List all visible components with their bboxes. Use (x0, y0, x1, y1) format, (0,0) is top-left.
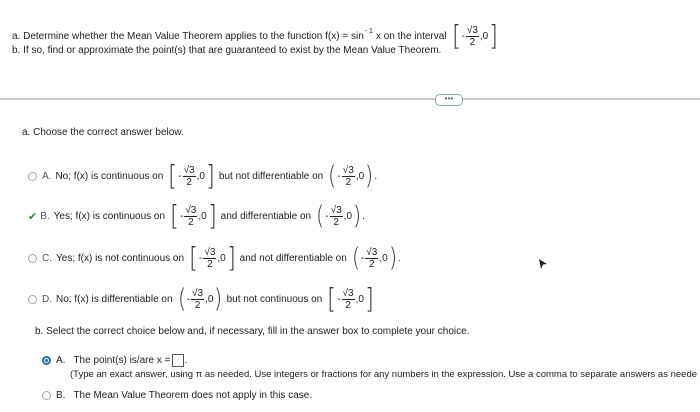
option-b-text1: Yes; f(x) is continuous on (53, 210, 166, 222)
part-b-option-b-letter: B. (56, 390, 66, 401)
option-a-text1: No; f(x) is continuous on (55, 170, 164, 182)
option-d-den: 2 (194, 299, 201, 311)
option-a-den2: 2 (345, 176, 352, 188)
option-a-bracket-close: ] (206, 159, 215, 192)
option-a-period: . (374, 170, 378, 182)
option-d-num: √3 (192, 287, 204, 299)
option-a-num2: √3 (342, 164, 354, 176)
option-b-letter: B. (40, 210, 50, 222)
option-c-end: ,0 (217, 252, 226, 264)
option-b-num: √3 (185, 204, 197, 216)
part-b-option-a-hint: (Type an exact answer, using π as needed. Use integers or fractions for any numbers in the expression. Use a comma to separate answers as neede (70, 369, 698, 380)
option-c-num2: √3 (366, 246, 378, 258)
option-b-end: ,0 (198, 210, 207, 222)
part-b-option-b[interactable] (42, 390, 312, 401)
option-b-end2: ,0 (343, 210, 353, 222)
option-a-end: ,0 (196, 170, 205, 182)
interval-end: ,0 (479, 30, 489, 42)
option-b-minus2: - (325, 210, 329, 222)
interval-minus: - (461, 30, 465, 42)
interval-numerator: √3 (466, 24, 478, 36)
option-c-den: 2 (207, 258, 213, 270)
option-d[interactable] (28, 282, 375, 315)
option-a-letter: A. (42, 170, 52, 182)
section-divider (0, 98, 700, 100)
option-b[interactable] (28, 199, 365, 232)
option-a-paren-close: ) (365, 161, 374, 191)
option-c-letter: C. (42, 252, 52, 264)
option-a-minus2: - (337, 170, 341, 182)
option-a-den: 2 (186, 176, 192, 188)
option-a-num: √3 (183, 164, 195, 176)
question-part-b: b. If so, find or approximate the point(s) that are guaranteed to exist by the Mean Value Theorem. (12, 45, 442, 56)
option-b-fraction2 (330, 205, 343, 228)
option-b-bracket-close: ] (207, 199, 217, 232)
option-b-num2: √3 (330, 204, 342, 216)
option-c-den2: 2 (369, 258, 375, 270)
option-d-bracket-close: ] (365, 282, 374, 315)
option-c-bracket-close: ] (226, 241, 236, 274)
part-b-option-a[interactable] (42, 354, 187, 367)
cursor-arrow-icon (538, 258, 548, 270)
option-c-end2: ,0 (379, 252, 388, 264)
option-d-paren-close: ) (214, 284, 223, 314)
option-a-fraction (183, 165, 196, 188)
part-b-option-a-radio[interactable] (42, 356, 51, 365)
option-b-den: 2 (188, 216, 194, 228)
option-a-paren-open: ( (328, 161, 337, 191)
expand-dots-button[interactable]: ••• (435, 94, 463, 106)
option-d-den2: 2 (345, 299, 351, 311)
option-b-paren-open: ( (316, 201, 325, 231)
option-d-fraction (191, 288, 204, 311)
option-d-end: ,0 (205, 293, 214, 305)
option-b-text2: and differentiable on (220, 210, 312, 222)
option-c-text1: Yes; f(x) is not continuous on (56, 252, 185, 264)
question-a-suffix: x on the interval (375, 30, 447, 42)
option-d-num2: √3 (342, 287, 354, 299)
option-b-bracket-open: [ (170, 199, 179, 232)
option-b-fraction (184, 205, 197, 228)
inverse-exponent: - 1 (364, 27, 373, 35)
answer-input-box[interactable] (172, 354, 184, 367)
question-a-prefix: a. Determine whether the Mean Value Theorem applies to the function f(x) = sin (12, 30, 364, 42)
option-c-period: . (397, 252, 401, 264)
option-c-fraction (203, 247, 216, 270)
option-d-radio[interactable] (28, 295, 37, 304)
option-c-text2: and not differentiable on (239, 252, 347, 264)
option-d-minus: - (186, 293, 191, 305)
option-d-bracket-open: [ (327, 282, 337, 315)
option-c-radio[interactable] (28, 254, 37, 263)
answer-period: . (184, 355, 188, 366)
option-a-end2: ,0 (355, 170, 365, 182)
option-b-paren-close: ) (353, 201, 362, 231)
option-a[interactable] (28, 159, 378, 192)
option-c-minus: - (198, 252, 203, 264)
option-b-den2: 2 (333, 216, 339, 228)
option-d-fraction2 (342, 288, 355, 311)
interval-fraction (466, 25, 479, 48)
part-a-heading: a. Choose the correct answer below. (22, 127, 184, 138)
interval-open-bracket: [ (451, 19, 461, 52)
option-c-paren-open: ( (351, 243, 360, 273)
part-b-option-a-text: The point(s) is/are x = (73, 355, 171, 366)
option-c-bracket-open: [ (189, 241, 198, 274)
option-a-text2: but not differentiable on (218, 170, 324, 182)
option-d-paren-open: ( (177, 284, 186, 314)
option-c[interactable] (28, 241, 401, 274)
option-d-text1: No; f(x) is differentiable on (56, 293, 173, 305)
option-c-fraction2 (365, 247, 378, 270)
interval-close-bracket: ] (489, 19, 499, 52)
option-a-fraction2 (342, 165, 355, 188)
correct-check-icon: ✔ (28, 210, 38, 223)
option-c-paren-close: ) (388, 243, 397, 273)
option-c-minus2: - (360, 252, 365, 264)
part-b-option-b-radio[interactable] (42, 391, 51, 400)
option-b-minus: - (179, 210, 184, 222)
option-d-letter: D. (42, 293, 52, 305)
option-d-text2: but not continuous on (226, 293, 323, 305)
option-c-num: √3 (204, 246, 216, 258)
option-a-minus: - (178, 170, 182, 182)
option-d-end2: ,0 (355, 293, 364, 305)
interval-denominator: 2 (469, 36, 476, 48)
part-b-option-b-text: The Mean Value Theorem does not apply in this case. (73, 390, 313, 401)
option-d-minus2: - (337, 293, 341, 305)
option-b-period: . (362, 210, 365, 222)
option-a-radio[interactable] (28, 172, 37, 181)
part-b-heading: b. Select the correct choice below and, if necessary, fill in the answer box to complete your choice. (35, 326, 470, 337)
option-a-bracket-open: [ (168, 159, 178, 192)
part-b-option-a-letter: A. (56, 355, 66, 366)
